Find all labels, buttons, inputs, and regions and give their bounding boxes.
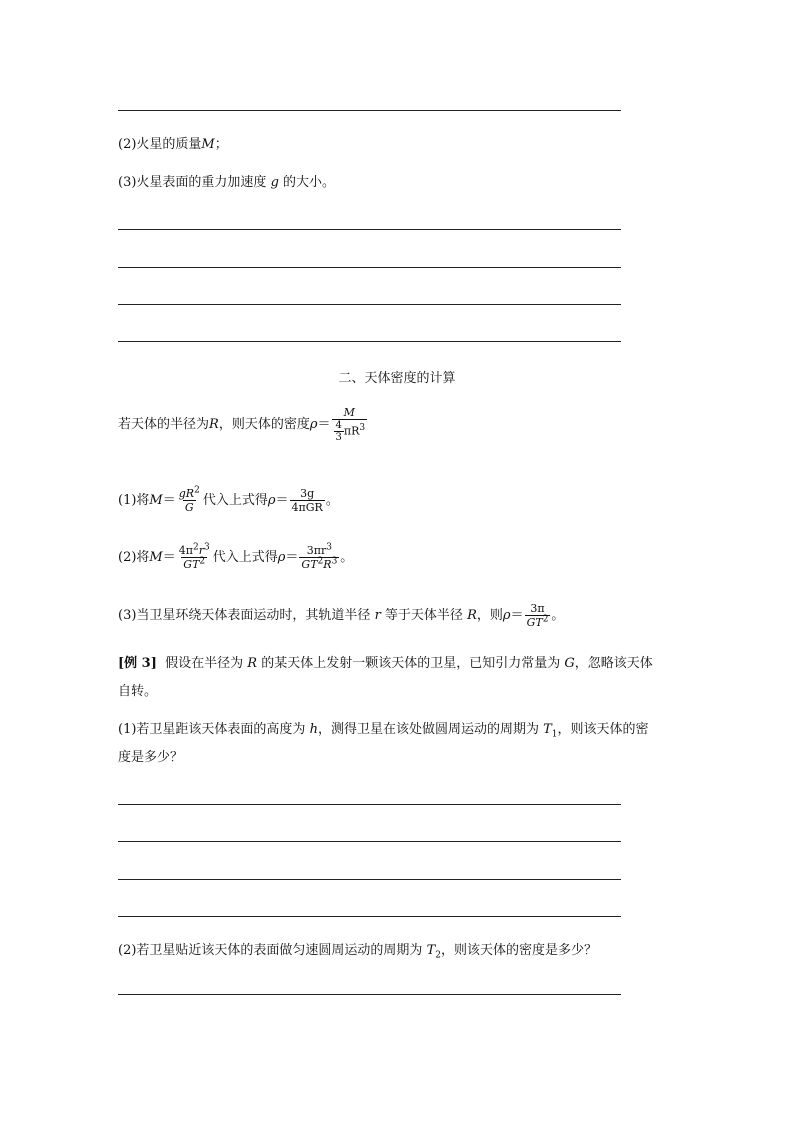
answer-line bbox=[118, 229, 621, 230]
text: ，则该天体的密度是多少？ bbox=[440, 943, 597, 958]
answer-line bbox=[118, 267, 621, 268]
equals: ＝ bbox=[285, 550, 299, 565]
variable: G bbox=[564, 656, 575, 671]
pi-r: πR bbox=[343, 424, 360, 438]
answer-line bbox=[118, 994, 621, 995]
denominator: $GT^2$ bbox=[183, 556, 206, 571]
variable: R bbox=[247, 656, 258, 671]
question-2 bbox=[118, 136, 228, 154]
variable: M bbox=[201, 137, 215, 152]
section-title: 二、天体密度的计算 bbox=[338, 371, 456, 386]
text: 等于天体半径 bbox=[384, 608, 463, 623]
variable: R bbox=[209, 417, 219, 432]
text: ，则该天体的密 bbox=[557, 722, 649, 737]
variable: ρ bbox=[502, 608, 511, 623]
numerator: 3g bbox=[300, 487, 315, 500]
numerator: $gR^2$ bbox=[178, 485, 200, 500]
text: 自转。 bbox=[118, 684, 158, 699]
equals: ＝ bbox=[317, 417, 331, 432]
denominator: $GT^2R^3$ bbox=[301, 556, 338, 571]
answer-line bbox=[118, 879, 621, 880]
text: 的某天体上发射一颗该天体的卫星，已知引力常量为 bbox=[261, 656, 561, 671]
text: (3)当卫星环绕天体表面运动时，其轨道半径 bbox=[118, 608, 371, 623]
result-fraction bbox=[525, 602, 551, 629]
text: 度是多少？ bbox=[118, 750, 184, 765]
answer-line bbox=[118, 916, 621, 917]
variable: g bbox=[270, 175, 279, 190]
punctuation: ； bbox=[214, 137, 228, 152]
example-3 bbox=[118, 650, 683, 706]
answer-line bbox=[118, 304, 621, 305]
punctuation: 。 bbox=[551, 608, 565, 623]
denominator: G bbox=[184, 501, 194, 514]
answer-line bbox=[118, 841, 621, 842]
text: 代入上式得 bbox=[202, 493, 268, 508]
denominator: 3 bbox=[335, 432, 342, 443]
equals: ＝ bbox=[162, 550, 176, 565]
numerator: $3\pi r^3$ bbox=[306, 542, 332, 557]
answer-line bbox=[118, 110, 621, 111]
mass-fraction bbox=[177, 487, 202, 514]
equals: ＝ bbox=[510, 608, 524, 623]
equals: ＝ bbox=[162, 493, 176, 508]
text: ，测得卫星在该处做圆周运动的周期为 bbox=[317, 722, 539, 737]
variable: ρ bbox=[277, 550, 286, 565]
example-question-2 bbox=[118, 942, 597, 960]
subscript: 1 bbox=[551, 729, 558, 740]
variable: T bbox=[543, 722, 552, 737]
question-text: (2)火星的质量 bbox=[118, 137, 202, 152]
mass-fraction bbox=[177, 544, 212, 571]
density-definition bbox=[118, 406, 368, 443]
formula-item-3 bbox=[118, 598, 564, 634]
variable: M bbox=[149, 550, 163, 565]
answer-line bbox=[118, 804, 621, 805]
denominator: $GT^2$ bbox=[526, 614, 549, 629]
variable: r bbox=[374, 608, 381, 623]
text: ，忽略该天体 bbox=[574, 656, 653, 671]
text: 假设在半径为 bbox=[165, 656, 244, 671]
answer-line bbox=[118, 341, 621, 342]
variable: T bbox=[426, 943, 436, 958]
punctuation: 。 bbox=[340, 550, 354, 565]
text: (1)将 bbox=[118, 493, 150, 508]
example-tag: [例 3] bbox=[118, 656, 157, 671]
subscript: 2 bbox=[435, 950, 441, 961]
question-3 bbox=[118, 174, 335, 192]
punctuation: 。 bbox=[325, 493, 339, 508]
density-fraction bbox=[332, 406, 368, 443]
variable: R bbox=[467, 608, 477, 623]
denominator: 4πGR bbox=[291, 501, 323, 514]
equals: ＝ bbox=[275, 493, 289, 508]
formula-item-2 bbox=[118, 540, 353, 576]
text: ，则 bbox=[476, 608, 503, 623]
denominator bbox=[332, 419, 368, 443]
four-thirds bbox=[334, 420, 344, 443]
question-text: (3)火星表面的重力加速度 bbox=[118, 175, 267, 190]
text: (2)将 bbox=[118, 550, 150, 565]
formula-item-1 bbox=[118, 483, 339, 519]
text: 若天体的半径为 bbox=[118, 417, 210, 432]
text: 代入上式得 bbox=[212, 550, 278, 565]
result-fraction bbox=[290, 487, 325, 514]
text: ，则天体的密度 bbox=[218, 417, 310, 432]
example-question-1 bbox=[118, 716, 683, 772]
variable: ρ bbox=[267, 493, 276, 508]
variable: M bbox=[149, 493, 163, 508]
variable: h bbox=[309, 722, 318, 737]
text: (1)若卫星距该天体表面的高度为 bbox=[118, 722, 306, 737]
variable: ρ bbox=[309, 417, 318, 432]
text: (2)若卫星贴近该天体的表面做匀速圆周运动的周期为 bbox=[118, 943, 423, 958]
numerator: $4\pi^2r^3$ bbox=[178, 542, 210, 557]
exponent: 3 bbox=[359, 422, 366, 433]
numerator: 4 bbox=[335, 420, 342, 431]
numerator: M bbox=[343, 406, 355, 419]
result-fraction bbox=[299, 544, 339, 571]
question-text: 的大小。 bbox=[283, 175, 336, 190]
numerator: 3π bbox=[530, 602, 545, 615]
